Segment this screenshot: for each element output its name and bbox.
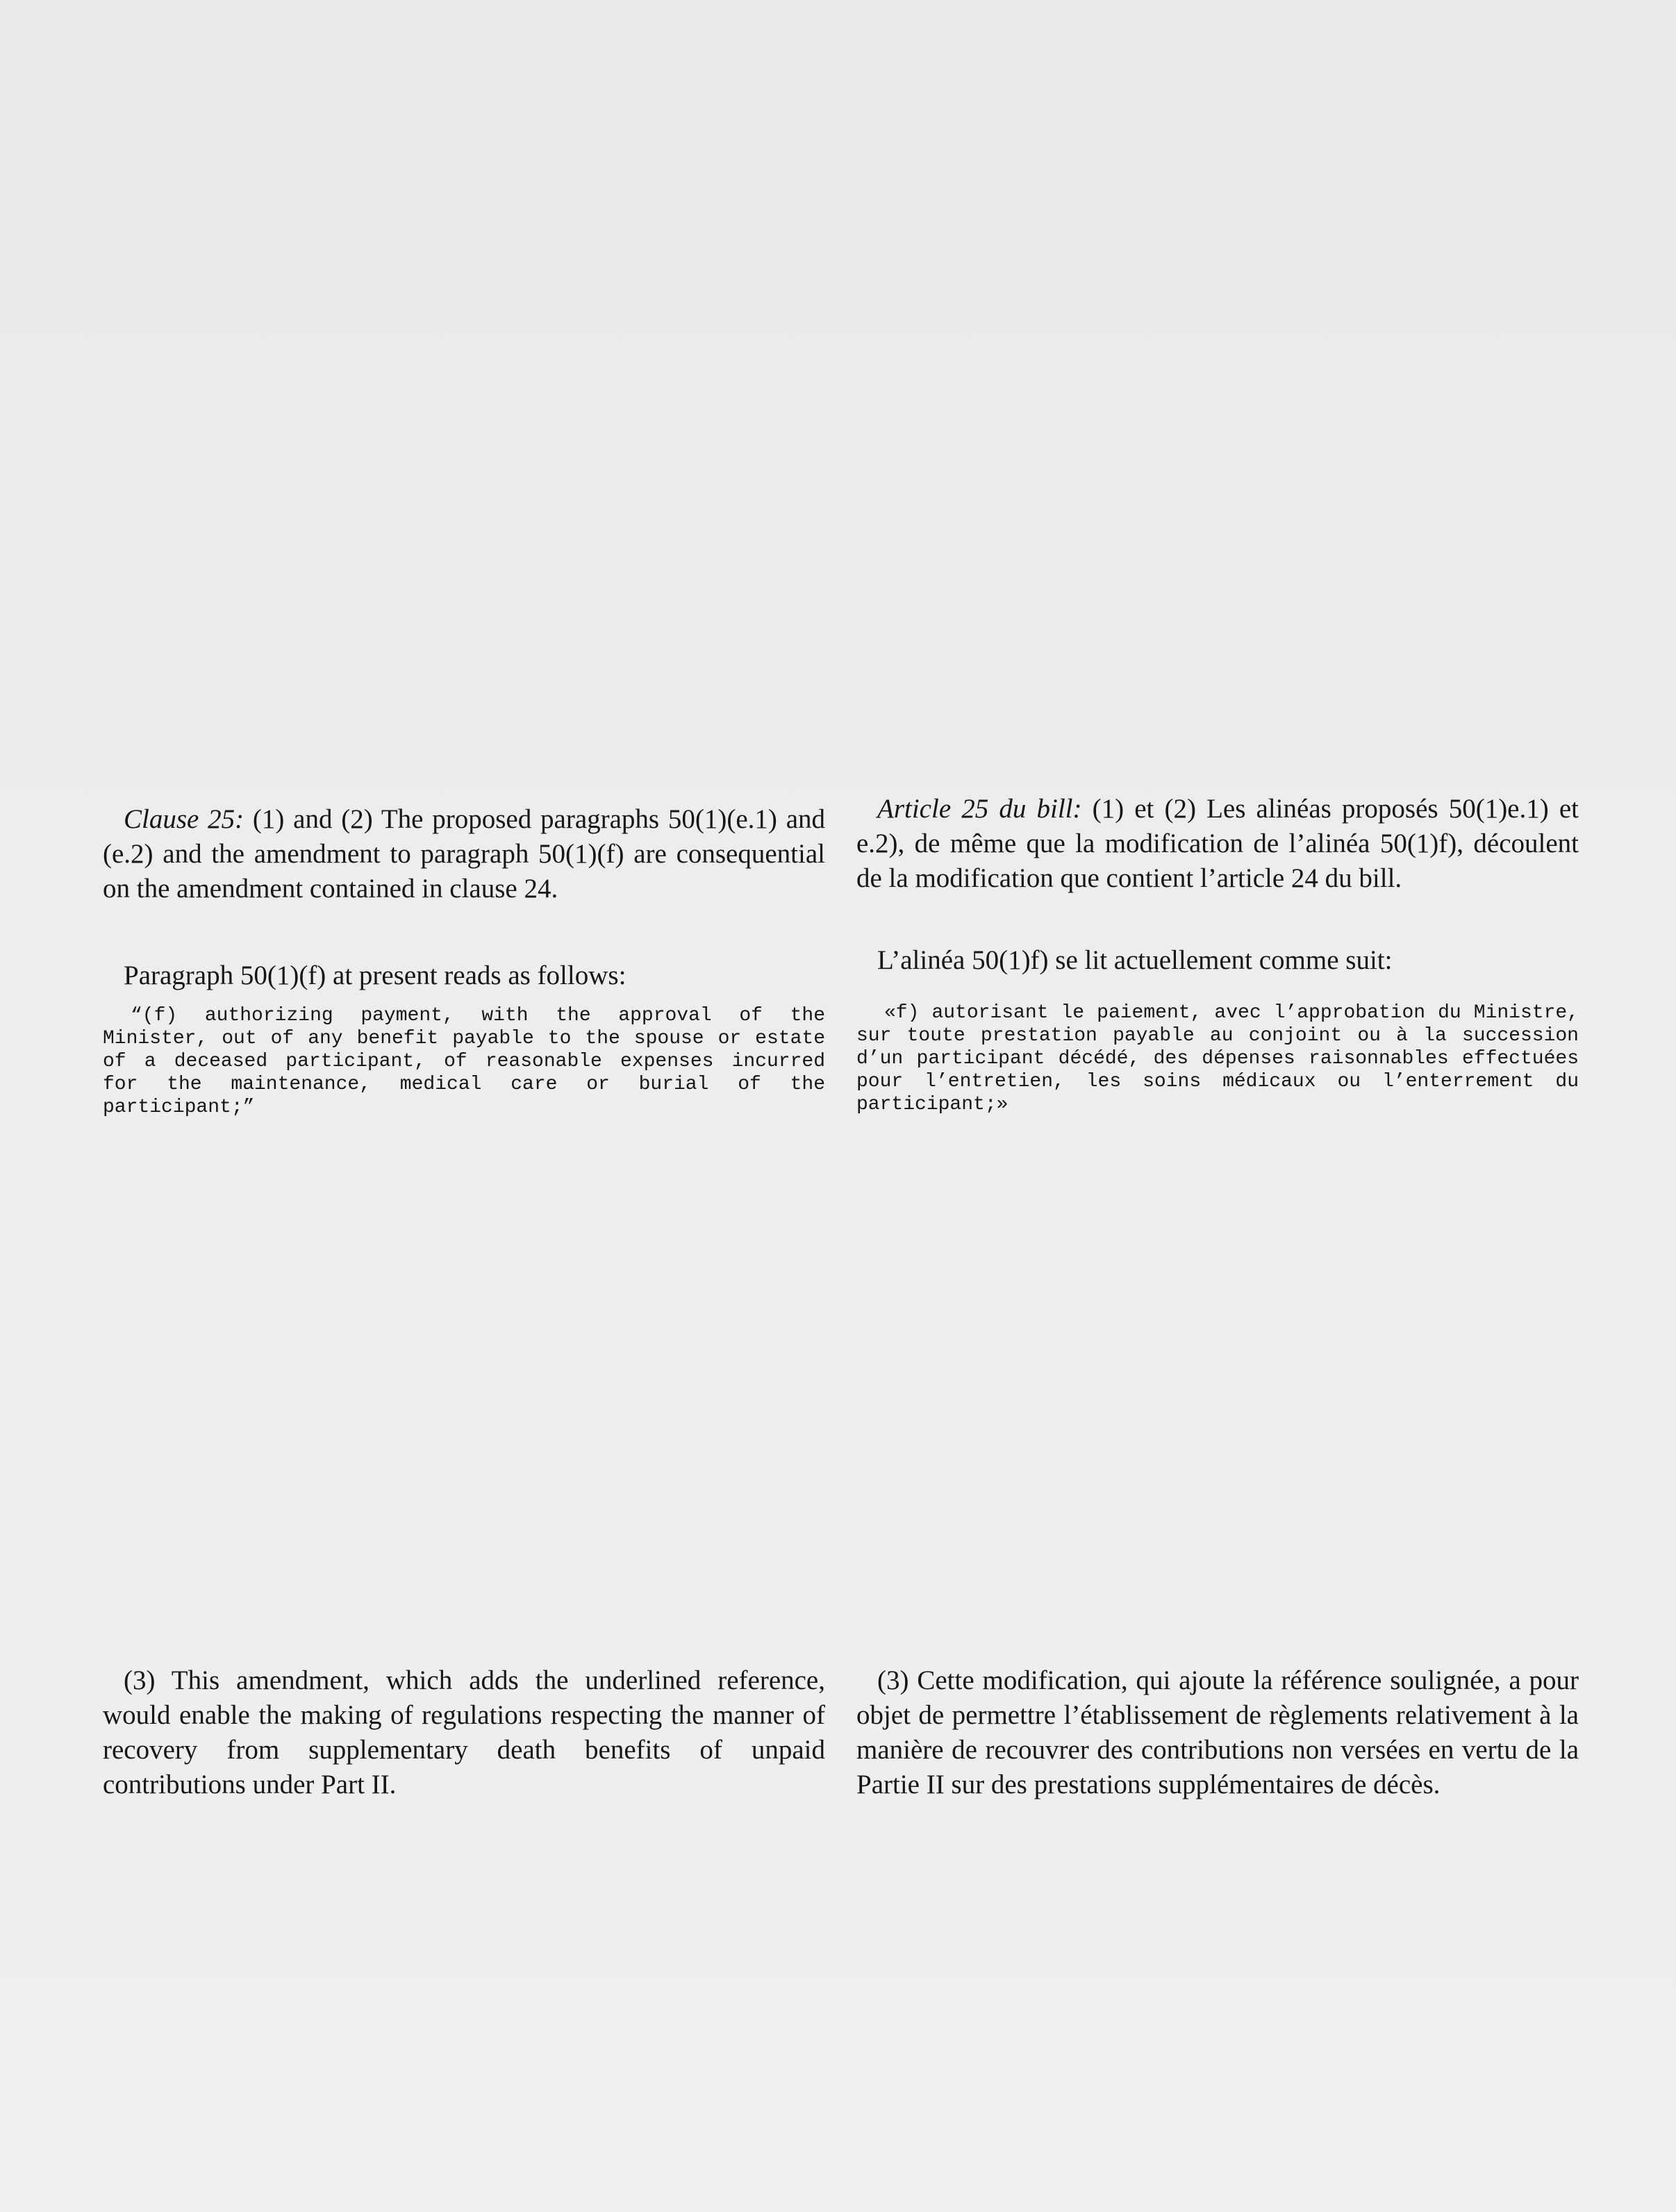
left-column-quote xyxy=(103,1004,825,1119)
present-reads-fr: L’alinéa 50(1)f) se lit actuellement comme suit: xyxy=(877,945,1393,975)
left-column-clause xyxy=(103,802,825,906)
right-column-clause xyxy=(856,792,1579,896)
clause-paragraph-en xyxy=(103,802,825,906)
clause-paragraph-fr xyxy=(856,792,1579,896)
left-column-amendment xyxy=(103,1663,825,1802)
left-column-present xyxy=(103,958,825,993)
right-column-quote xyxy=(856,1001,1579,1116)
right-column-present xyxy=(856,943,1579,978)
clause-text-en: (1) and (2) The proposed paragraphs 50(1)(e.1) and (e.2) and the amendment to paragraph 50(1)(f) are consequential on the amendment contained in clause 24. xyxy=(103,804,826,904)
quote-fr: «f) autorisant le paiement, avec l’approbation du Ministre, sur toute prestation payable au conjoint ou à la succession d’un participant décédé, des dépenses raisonnables effectuées pour l’entretien, les soins médicaux ou l’enterrement du participant;» xyxy=(856,1002,1579,1115)
present-reads-en: Paragraph 50(1)(f) at present reads as follows: xyxy=(124,961,627,990)
amendment-en: (3) This amendment, which adds the underlined reference, would enable the making of regulations respecting the manner of recovery from supplementary death benefits of unpaid contributions under Part II. xyxy=(103,1665,825,1799)
quote-en: “(f) authorizing payment, with the approval of the Minister, out of any benefit payable to the spouse or estate of a deceased participant, of reasonable expenses incurred for the maintenance, medical care or burial of the participant;” xyxy=(103,1005,825,1118)
clause-heading-en: Clause 25: xyxy=(124,804,244,834)
right-column-amendment xyxy=(856,1663,1579,1802)
clause-heading-fr: Article 25 du bill: xyxy=(877,794,1082,824)
clause-text-fr: (1) et (2) Les alinéas proposés 50(1)e.1) et e.2), de même que la modification de l’alinéa 50(1)f), découlent de la modification que contient l’article 24 du bill. xyxy=(856,794,1579,893)
amendment-fr: (3) Cette modification, qui ajoute la référence soulignée, a pour objet de permettre l’établissement de règlements relativement à la manière de recouvrer des contributions non versées en vertu de la Partie II sur des prestations supplémentaires de décès. xyxy=(856,1665,1579,1799)
